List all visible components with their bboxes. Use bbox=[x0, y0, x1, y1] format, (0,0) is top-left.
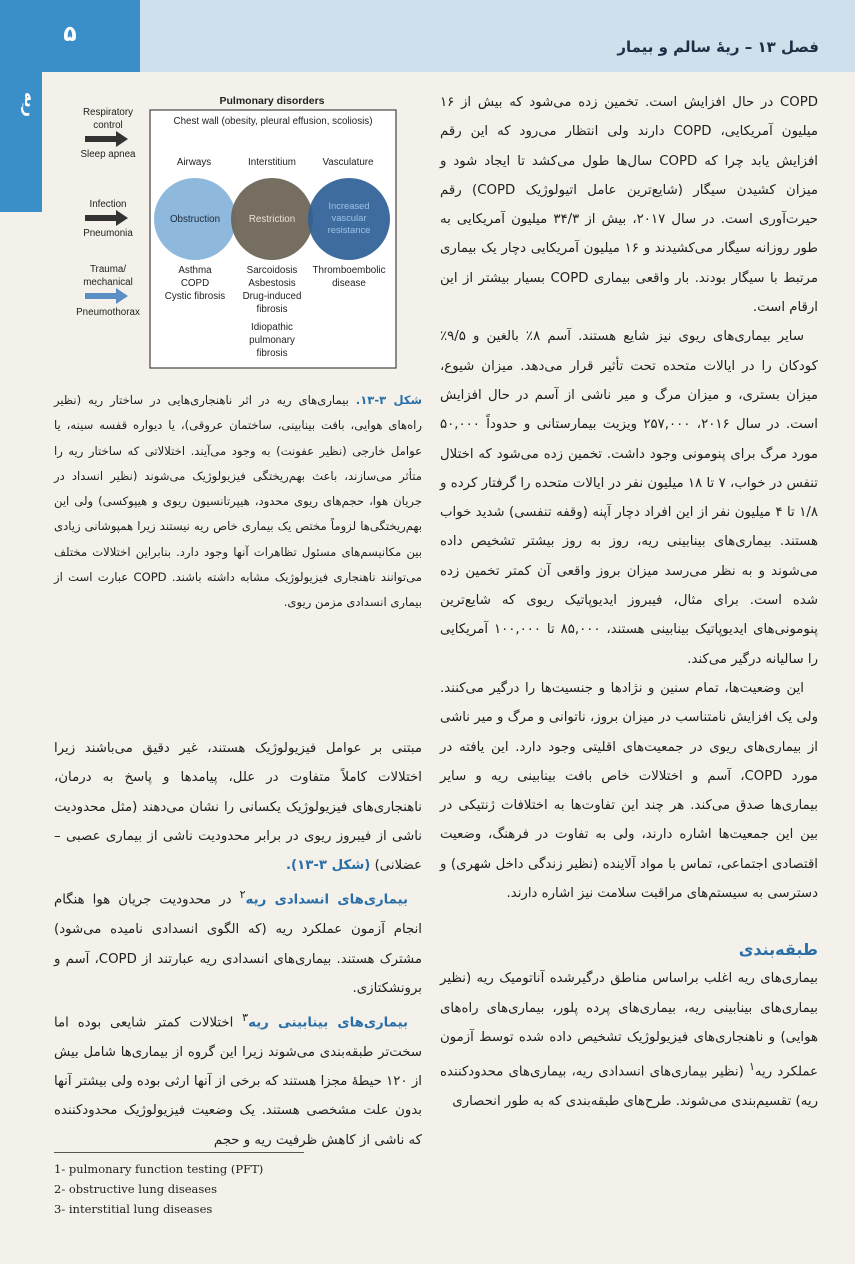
asbestosis-label: Asbestosis bbox=[248, 278, 296, 289]
obstructive-term: بیماری‌های انسدادی ریه bbox=[245, 892, 409, 908]
right-paragraph-1: COPD در حال افزایش است. تخمین زده می‌شود که بیش از ۱۶ میلیون آمریکایی، COPD دارند ولی انتظار می‌رود که این رقم افزایش یابد چرا که COPD سال‌ها طول می‌کشد تا ایجاد شود و میزان کشیدن سیگار (شایع‌ترین عامل اتیولوژیک COPD) رقم حیرت‌آوری است. در سال ۲۰۱۷، بیش از ۳۴/۳ میلیون آمریکایی به طور روزانه سیگار می‌کشیدند و ۱۶ میلیون آمریکایی دچار یک بیماری مرتبط با سیگار بودند. بار واقعی بیماری COPD بسیار بیشتر از این ارقام است. bbox=[440, 95, 818, 316]
arrow-infection-icon bbox=[85, 210, 128, 226]
figure-caption bbox=[54, 388, 422, 616]
vascular-label-1: Increased bbox=[328, 200, 370, 211]
footnote-3: 3- interstitial lung diseases bbox=[54, 1202, 213, 1216]
copd-label: COPD bbox=[180, 278, 210, 289]
sleep-apnea-label: Sleep apnea bbox=[80, 149, 136, 160]
airways-label: Airways bbox=[176, 157, 212, 168]
ipf-fibrosis-label: fibrosis bbox=[256, 348, 288, 359]
side-tab-label: ریه bbox=[21, 92, 40, 117]
pulmonary-label: pulmonary bbox=[249, 335, 295, 346]
respiratory-control-label-2: control bbox=[93, 120, 123, 131]
drug-induced-label: Drug-induced bbox=[242, 291, 302, 302]
left-paragraph-3-text: اختلالات کمتر شایعی بوده اما سخت‌تر طبقه‌بندی می‌شوند زیرا این گروه از بیماری‌ها شامل بیش از ۱۲۰ حیطهٔ مجزا هستند که برخی از آنها ارثی بوده ولی بیشتر آنها بدون علت مشخصی هستند. یک وضعیت فیزیولوژیک محدودکننده که ناشی از کاهش ظرفیت ریه و حجم bbox=[54, 1015, 422, 1148]
interstitium-label: Interstitium bbox=[248, 157, 296, 168]
right-paragraph-4-a: بیماری‌های ریه اغلب براساس مناطق درگیرشده آناتومیک ریه (نظیر بیماری‌های بینابینی ریه، بیماری‌های پرده پلور، بیماری‌های راه‌های هوایی) و ناهنجاری‌های فیزیولوژیک تشخیص داده شده توسط آزمون عملکرد ریه bbox=[440, 971, 818, 1080]
trauma-label-2: mechanical bbox=[83, 277, 133, 288]
right-paragraph-3: این وضعیت‌ها، تمام سنین و نژادها و جنسیت‌ها را درگیر می‌کنند. ولی یک افزایش نامتناسب در میزان بروز، ناتوانی و مرگ و میر ناشی از بیماری‌های ریوی در جمعیت‌های اقلیتی وجود دارد. این یافته در مورد COPD، آسم و اختلالات خاص بافت بینابینی ریه و سایر بیماری‌ها صدق می‌کند. هر چند این تفاوت‌ها به اختلافات ژنتیکی در بین این جمعیت‌ها اشاره دارند، ولی به تفاوت در فرهنگ، وضعیت اقتصادی اجتماعی، تماس با مواد آلاینده (نظیر زندگی داخل شهری) و دسترسی به سیستم‌های مراقبت سلامت نیز اشاره دارند. bbox=[440, 680, 818, 902]
chapter-title: فصل ۱۳ – ریهٔ سالم و بیمار bbox=[617, 38, 819, 56]
caption-label: شکل ۳-۱۳. bbox=[355, 393, 422, 407]
left-paragraph-1 bbox=[54, 734, 422, 880]
disease-label: disease bbox=[332, 278, 366, 289]
figure-reference: (شکل ۳-۱۳). bbox=[285, 858, 371, 874]
footnote-ref-2: ۲ bbox=[239, 888, 246, 902]
left-paragraph-2 bbox=[54, 880, 422, 1003]
left-paragraph-1-text: مبتنی بر عوامل فیزیولوژیک هستند، غیر دقیق می‌باشند زیرا اختلالات کاملاً متفاوت در علل، پیامدها و پاسخ به درمان، ناهنجاری‌های فیزیولوژیک یکسانی را نشان می‌دهند (مثل محدودیت ناشی از فیبروز ریوی در برابر محدودیت ناشی از بیماری عصبی – عضلانی) bbox=[54, 741, 422, 874]
trauma-label-1: Trauma/ bbox=[89, 264, 127, 275]
pneumonia-label: Pneumonia bbox=[83, 228, 133, 239]
left-paragraph-2-text: در محدودیت جریان هوا هنگام انجام آزمون عملکرد ریه (که الگوی انسدادی نامیده می‌شود) مشترک هستند. بیماری‌های انسدادی ریه عبارتند از COPD، آسم و برونشکتازی. bbox=[54, 892, 422, 996]
fibrosis-label: fibrosis bbox=[256, 304, 288, 315]
obstruction-label: Obstruction bbox=[169, 214, 221, 225]
footnote-1: 1- pulmonary function testing (PFT) bbox=[54, 1162, 264, 1176]
footnote-ref-1: ۱ bbox=[748, 1060, 755, 1074]
vasculature-label: Vasculature bbox=[322, 157, 374, 168]
vascular-label-2: vascular bbox=[331, 212, 367, 223]
vascular-label-3: resistance bbox=[327, 224, 371, 235]
arrow-respiratory-icon bbox=[85, 131, 128, 147]
right-paragraph-4 bbox=[440, 964, 818, 1116]
page-number: ۵ bbox=[63, 22, 77, 47]
pneumothorax-label: Pneumothorax bbox=[76, 307, 140, 318]
side-tab bbox=[0, 72, 42, 212]
right-paragraph-4-b: (نظیر بیماری‌های انسدادی ریه، بیماری‌های محدودکننده ریه) تقسیم‌بندی می‌شوند. طرح‌های طبقه‌بندی که به طور انحصاری bbox=[440, 1064, 818, 1109]
thromboembolic-label: Thromboembolic bbox=[312, 265, 386, 276]
footnote-ref-3: ۳ bbox=[242, 1011, 249, 1025]
infection-label: Infection bbox=[89, 199, 127, 210]
left-paragraph-3 bbox=[54, 1003, 422, 1155]
caption-text: بیماری‌های ریه در اثر ناهنجاری‌هایی در ساختار ریه (نظیر راه‌های هوایی، بافت بینابینی، ساختمان عروقی)، یا دیواره قفسه سینه، یا عوامل خارجی (نظیر عفونت) به وجود می‌آیند. اختلالاتی که ساختار ریه را متأثر می‌سازند، باعث بهم‌ریختگی فیزیولوژیک می‌شوند (نظیر انسداد در جریان هوا، حجم‌های ریوی محدود، هیپرتانسیون ریوی و هیپوکسی) ولی این بهم‌ریختگی‌ها لزوماً مختص یک بیماری خاص ریه نیستند زیرا همپوشانی زیادی بین مکانیسم‌های مسئول تظاهرات آنها وجود دارد. بنابراین اختلالات مختلف می‌توانند ناهنجاری فیزیولوژیک مشابه داشته باشند. COPD عبارت است از بیماری انسدادی مزمن ریوی. bbox=[54, 393, 422, 610]
idiopathic-label: Idiopathic bbox=[251, 322, 293, 333]
pulmonary-disorders-figure bbox=[54, 86, 404, 376]
footnotes bbox=[54, 1152, 304, 1219]
chest-wall-label: Chest wall (obesity, pleural effusion, scoliosis) bbox=[173, 116, 373, 127]
left-column bbox=[54, 734, 422, 1155]
right-column bbox=[440, 88, 818, 1116]
figure-title: Pulmonary disorders bbox=[219, 95, 325, 107]
footnote-2: 2- obstructive lung diseases bbox=[54, 1182, 217, 1196]
interstitial-term: بیماری‌های بینابینی ریه bbox=[248, 1015, 408, 1031]
page-number-box bbox=[0, 0, 140, 72]
right-paragraph-2: سایر بیماری‌های ریوی نیز شایع هستند. آسم ۸٪ بالغین و ۹/۵٪ کودکان را در ایالات متحده تحت تأثیر قرار می‌دهد. میزان شیوع، میزان بستری، و میزان مرگ و میر ناشی از آسم در حال افزایش است. در سال ۲۰۱۶، ۲۵۷,۰۰۰ ویزیت بیمارستانی و حدوداً ۵۰,۰۰۰ مورد مرگ برای پنومونی وجود داشت. تخمین زده می‌شود که اختلال تنفس در خواب، ۷ تا ۱۸ میلیون نفر در ایالات متحده را گرفتار کرده و ۱/۸ تا ۴ میلیون نفر از این افراد دچار آپنه (وقفه تنفسی) شدید خواب هستند. بیماری‌های بینابینی ریه، روز به روز بیشتر تشخیص داده می‌شوند و به نظر می‌رسد میزان بروز واقعی آن کمتر تخمین زده شده است. برای مثال، فیبروز ایدیوپاتیک ریوی که شایع‌ترین پنومونی‌های ایدیوپاتیک بینابینی هستند، ۸۵,۰۰۰ تا ۱۰۰,۰۰۰ آمریکایی را سالیانه درگیر می‌کند. bbox=[440, 329, 819, 667]
asthma-label: Asthma bbox=[178, 265, 212, 276]
restriction-label: Restriction bbox=[248, 214, 296, 225]
arrow-trauma-icon bbox=[85, 288, 128, 304]
section-heading-classification: طبقه‌بندی bbox=[738, 940, 818, 960]
cystic-fibrosis-label: Cystic fibrosis bbox=[164, 291, 226, 302]
respiratory-control-label-1: Respiratory bbox=[82, 107, 134, 118]
sarcoidosis-label: Sarcoidosis bbox=[246, 265, 298, 276]
